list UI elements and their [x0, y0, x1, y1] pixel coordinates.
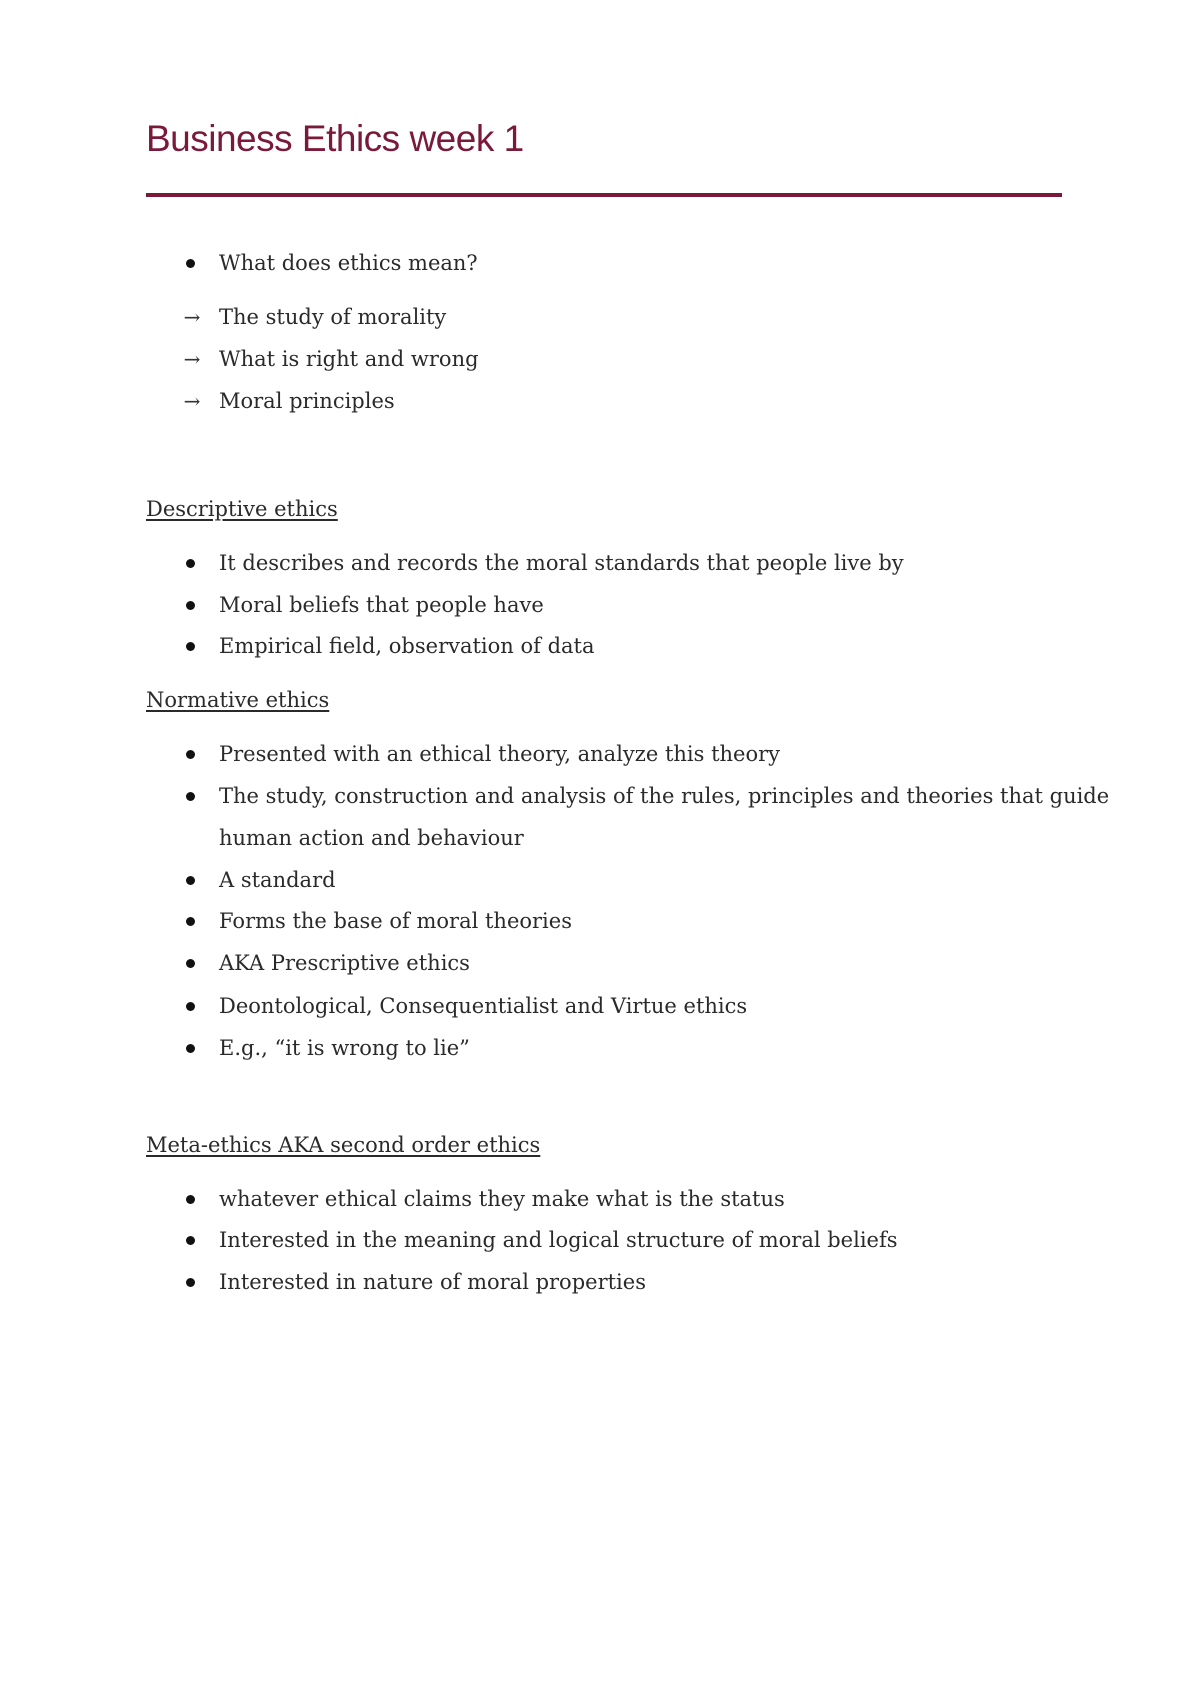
- bullet-icon: [186, 959, 195, 968]
- list-item-text: Interested in the meaning and logical structure of moral beliefs: [219, 1228, 898, 1252]
- arrow-right-icon: →: [183, 305, 201, 329]
- bullet-icon: [186, 601, 195, 610]
- bullet-icon: [186, 642, 195, 651]
- bullet-icon: [186, 792, 195, 801]
- bullet-icon: [186, 1278, 195, 1287]
- list-item-text: Presented with an ethical theory, analyze this theory: [219, 742, 781, 766]
- list-item-text: A standard: [219, 868, 336, 892]
- bullet-icon: [186, 1002, 195, 1011]
- arrow-right-icon: →: [183, 389, 201, 413]
- list-item-text: What is right and wrong: [219, 347, 479, 371]
- bullet-icon: [186, 1195, 195, 1204]
- list-item-text: whatever ethical claims they make what is the status: [219, 1187, 785, 1211]
- list-item-text: Empirical field, observation of data: [219, 634, 595, 658]
- list-item-text: Moral principles: [219, 389, 395, 413]
- bullet-icon: [186, 917, 195, 926]
- bullet-icon: [186, 559, 195, 568]
- section-heading-meta-ethics: Meta-ethics AKA second order ethics: [146, 1133, 541, 1157]
- list-item-text: Deontological, Consequentialist and Virtue ethics: [219, 994, 748, 1018]
- section-heading-descriptive: Descriptive ethics: [146, 497, 338, 521]
- arrow-right-icon: →: [183, 347, 201, 371]
- list-item-text: human action and behaviour: [219, 826, 524, 850]
- bullet-icon: [186, 259, 195, 268]
- list-item-text: Moral beliefs that people have: [219, 593, 544, 617]
- bullet-icon: [186, 750, 195, 759]
- bullet-icon: [186, 1044, 195, 1053]
- bullet-icon: [186, 876, 195, 885]
- list-item-text: E.g., “it is wrong to lie”: [219, 1036, 470, 1060]
- list-item-text: AKA Prescriptive ethics: [219, 951, 470, 975]
- list-item-text: It describes and records the moral standards that people live by: [219, 551, 904, 575]
- bullet-icon: [186, 1236, 195, 1245]
- list-item-text: The study of morality: [219, 305, 447, 329]
- page-title: Business Ethics week 1: [146, 118, 524, 159]
- list-item-text: Forms the base of moral theories: [219, 909, 572, 933]
- list-item-text: The study, construction and analysis of the rules, principles and theories that guide: [219, 784, 1110, 808]
- section-heading-normative: Normative ethics: [146, 688, 330, 712]
- list-item-text: What does ethics mean?: [219, 251, 478, 275]
- title-underline-rule: [146, 193, 1062, 197]
- list-item-text: Interested in nature of moral properties: [219, 1270, 646, 1294]
